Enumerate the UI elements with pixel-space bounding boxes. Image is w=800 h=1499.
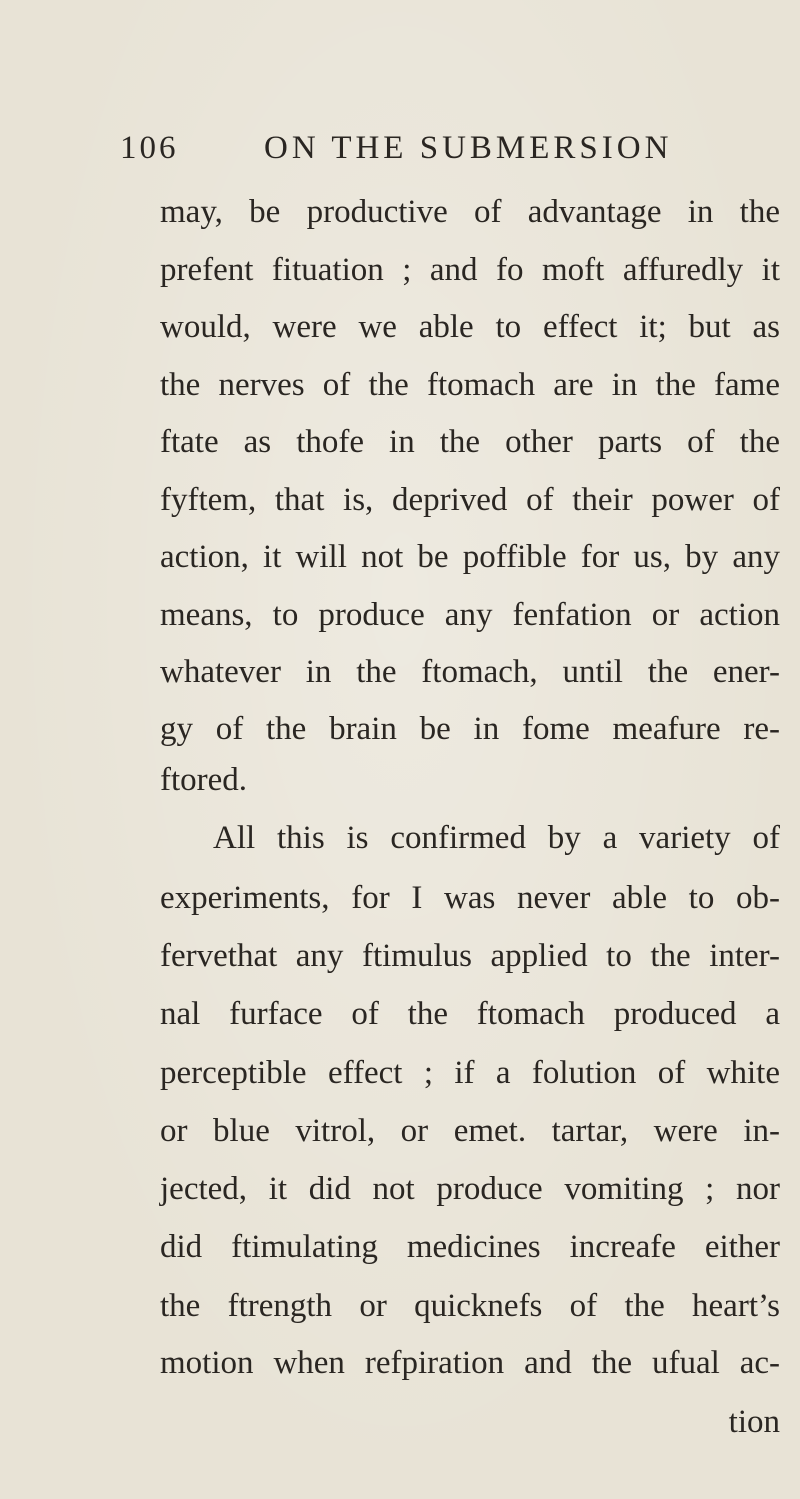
text-line: action, it will not be poffible for us, by any (160, 539, 780, 575)
text-line: means, to produce any fenfation or action (160, 597, 780, 633)
text-line: jected, it did not produce vomiting ; nor (160, 1171, 780, 1207)
text-line: would, were we able to effect it; but as (160, 309, 780, 345)
text-line: fervethat any ftimulus applied to the inter- (160, 938, 780, 974)
header-title: ON THE SUBMERSION (264, 130, 673, 166)
text-line: the nerves of the ftomach are in the fame (160, 367, 780, 403)
text-line: may, be productive of advantage in the (160, 194, 780, 230)
text-line: perceptible effect ; if a folution of white (160, 1055, 780, 1091)
text-line: prefent fituation ; and fo moft affuredly it (160, 252, 780, 288)
page-number: 106 (120, 130, 179, 166)
text-line: nal furface of the ftomach produced a (160, 996, 780, 1032)
text-line: gy of the brain be in fome meafure re- (160, 711, 780, 747)
text-line: fyftem, that is, deprived of their power of (160, 482, 780, 518)
paragraph-first-line: All this is confirmed by a variety of (213, 820, 780, 856)
text-line: motion when refpiration and the ufual ac- (160, 1345, 780, 1381)
text-line: did ftimulating medicines increafe either (160, 1229, 780, 1265)
text-line: whatever in the ftomach, until the ener- (160, 654, 780, 690)
text-line: ftored. (160, 762, 248, 798)
text-line: or blue vitrol, or emet. tartar, were in- (160, 1113, 780, 1149)
text-line: experiments, for I was never able to ob- (160, 880, 780, 916)
text-line: ftate as thofe in the other parts of the (160, 424, 780, 460)
text-line: the ftrength or quicknefs of the heart’s (160, 1288, 780, 1324)
catchword: tion (728, 1404, 780, 1440)
